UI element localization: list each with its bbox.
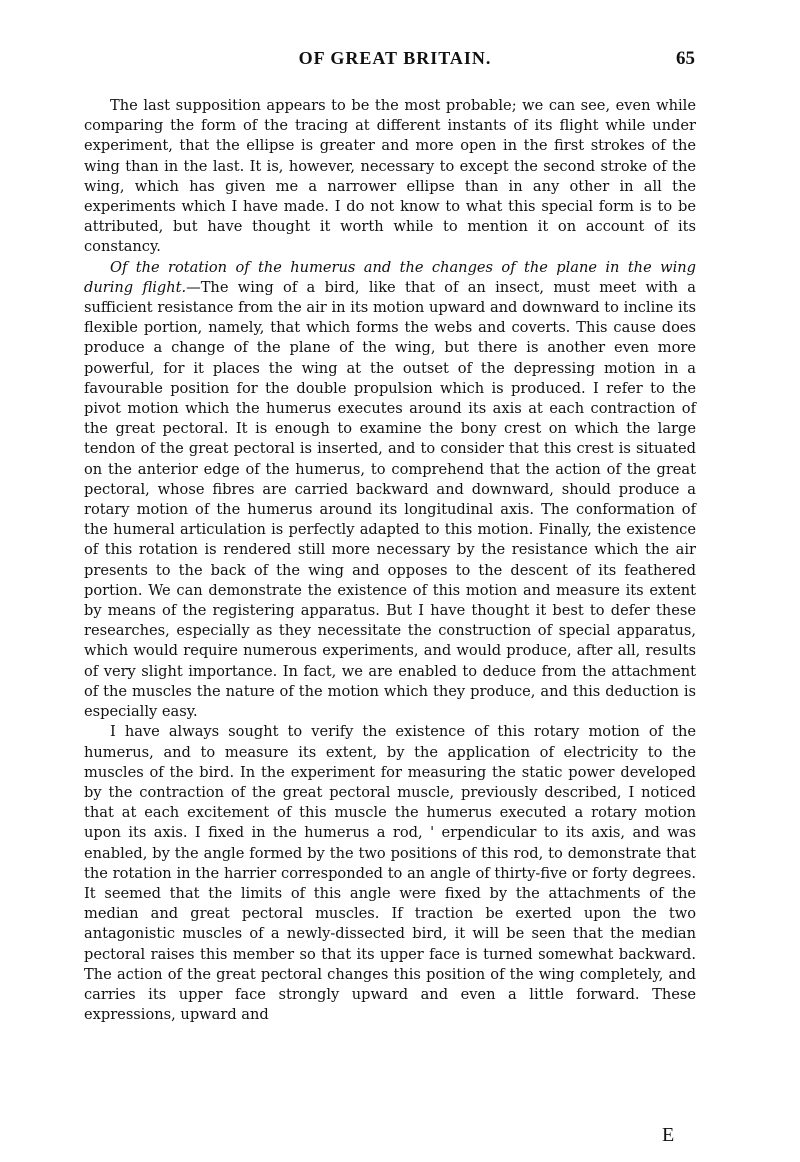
- paragraph: I have always sought to verify the existence of this rotary motion of the humerus, and to measure its extent, by the application of electricity to the muscles of the bird. In the experiment for measuring the static power developed by the contraction of the great pectoral muscle, previously described, I noticed that at each excitement of this muscle the humerus executed a rotary motion upon its axis. I fixed in the humerus a rod, ' erpendicular to its axis, and was enabled, by the angle formed by the two positions of this rod, to demonstrate that the rotation in the harrier corresponded to an angle of thirty-five or forty degrees. It seemed that the limits of this angle were fixed by the attachments of the median and great pectoral muscles. If traction be exerted upon the two antagonistic muscles of a newly-dissected bird, it will be seen that the median pectoral raises this member so that its upper face is turned somewhat backward. The action of the great pectoral changes this position of the wing completely, and carries its upper face strongly upward and even a little forward. These expressions, upward and: [84, 723, 696, 1024]
- paragraph: The last supposition appears to be the most probable; we can see, even while comparing the form of the tracing at different instants of its flight while under experiment, that the ellipse is greater and more open in the first strokes of the wing than in the last. It is, however, necessary to except the second stroke of the wing, which has given me a narrower ellipse than in any other in all the experiments which I have made. I do not know to what this special form is to be attributed, but have thought it worth while to mention it on account of its constancy.: [84, 97, 696, 256]
- signature-mark: E: [662, 1124, 675, 1146]
- page-number: 65: [676, 48, 695, 69]
- paragraph: [84, 258, 696, 723]
- running-head: [95, 48, 695, 78]
- body-text: [84, 96, 696, 1025]
- paragraph-body: —The wing of a bird, like that of an insect, must meet with a sufficient resistance from the air in its motion upward and downward to incline its flexible portion, namely, that which forms the webs and coverts. This cause does produce a change of the plane of the wing, but there is another even more powerful, for it places the wing at the outset of the depressing motion in a favourable position for the double propulsion which is produced. I refer to the pivot motion which the humerus executes around its axis at each contraction of the great pectoral. It is enough to examine the bony crest on which the large tendon of the great pectoral is inserted, and to consider that this crest is situated on the anterior edge of the humerus, to comprehend that the action of the great pectoral, whose fibres are carried backward and downward, should produce a rotary motion of the humerus around its longitudinal axis. The conformation of the humeral articulation is perfectly adapted to this motion. Finally, the existence of this rotation is rendered still more necessary by the resistance which the air presents to the back of the wing and opposes to the descent of its feathered portion. We can demonstrate the existence of this motion and measure its extent by means of the registering apparatus. But I have thought it best to defer these researches, especially as they necessitate the construction of special apparatus, which would require numerous experiments, and would produce, after all, results of very slight importance. In fact, we are enabled to deduce from the attachment of the muscles the nature of the motion which they produce, and this deduction is especially easy.: [84, 278, 696, 721]
- section-heading: Of the rotation of the humerus and the changes of the plane in the wing during flight.: [84, 258, 696, 296]
- running-title: OF GREAT BRITAIN.: [298, 48, 492, 68]
